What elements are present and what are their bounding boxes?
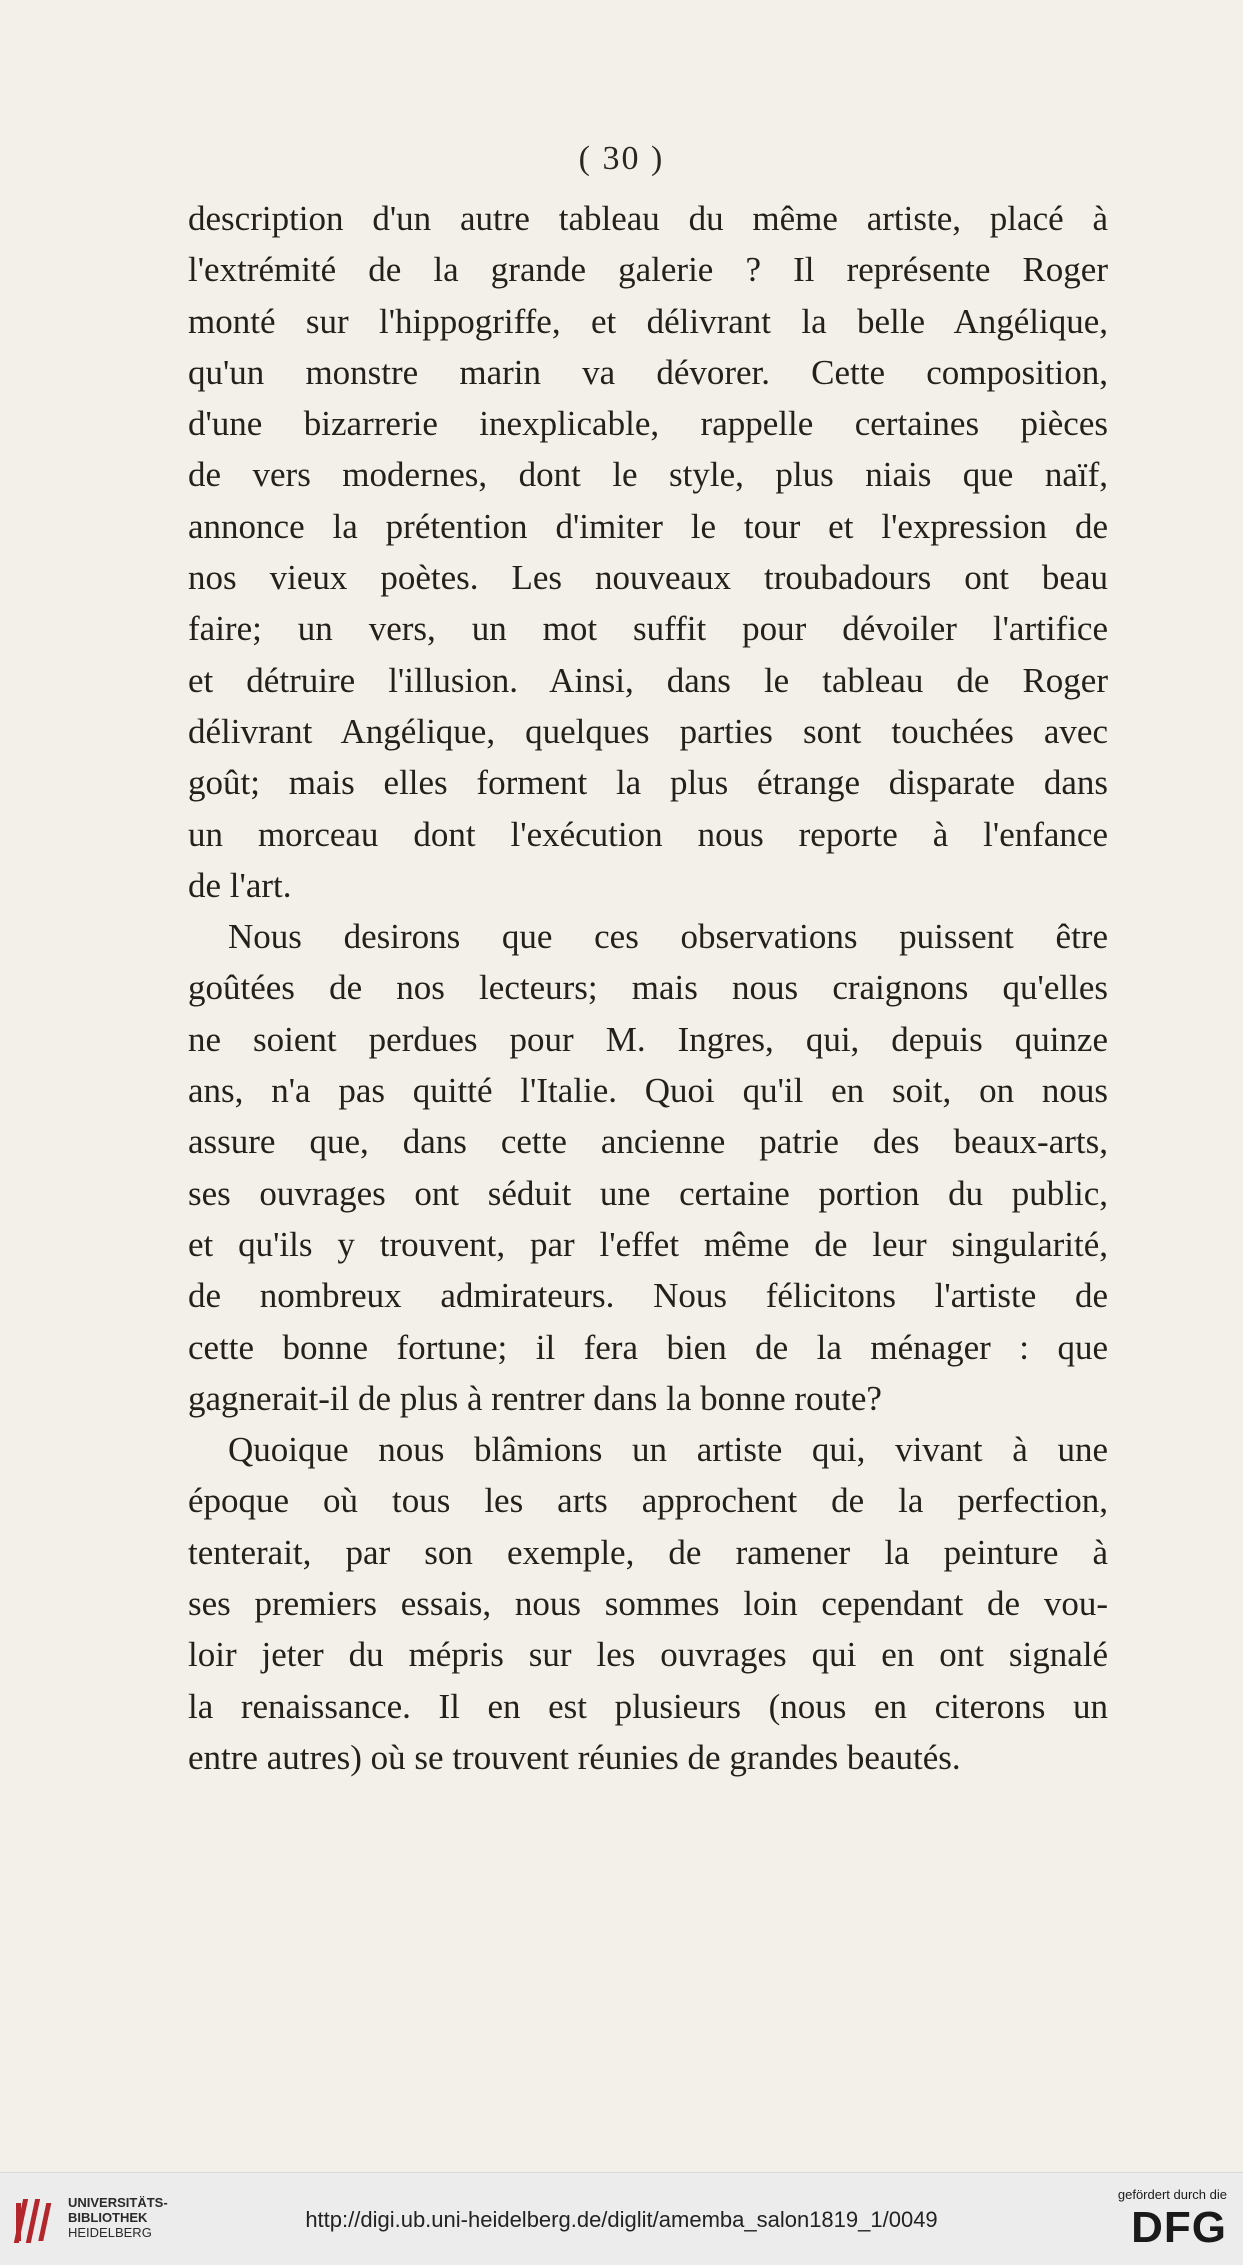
text-line: assure que, dans cette ancienne patrie des beaux-arts, [188,1122,1108,1162]
text-line: description d'un autre tableau du même artiste, placé à [188,199,1108,238]
text-line: Nous desirons que ces observations puissent être [228,917,1108,957]
text-line: la renaissance. Il en est plusieurs (nous en citerons un [188,1686,1108,1726]
permalink-url[interactable]: http://digi.ub.uni-heidelberg.de/diglit/amemba_salon1819_1/0049 [305,2207,938,2232]
text-line: l'extrémité de la grande galerie ? Il représente Roger [188,250,1108,290]
text-line: époque où tous les arts approchent de la perfection, [188,1481,1108,1521]
text-line: ans, n'a pas quitté l'Italie. Quoi qu'il en soit, on nous [188,1071,1108,1111]
page-number: ( 30 ) [578,140,665,177]
text-line: ne soient perdues pour M. Ingres, qui, depuis quinze [188,1019,1108,1059]
text-line: goûtées de nos lecteurs; mais nous craignons qu'elles [188,968,1108,1008]
text-line: de vers modernes, dont le style, plus niais que naïf, [188,455,1108,495]
text-line: loir jeter du mépris sur les ouvrages qui en ont signalé [188,1635,1108,1675]
text-line: d'une bizarrerie inexplicable, rappelle certaines pièces [188,404,1108,444]
text-line: entre autres) où se trouvent réunies de grandes beautés. [188,1737,961,1777]
text-line: et détruire l'illusion. Ainsi, dans le tableau de Roger [188,660,1108,700]
library-name-line: HEIDELBERG [68,2225,152,2240]
text-line: tenterait, par son exemple, de ramener la peinture à [188,1532,1108,1572]
text-line: monté sur l'hippogriffe, et délivrant la belle Angélique, [188,301,1108,341]
funding-label: gefördert durch die [1117,2187,1227,2202]
text-line: ses ouvrages ont séduit une certaine portion du public, [188,1173,1108,1213]
dfg-logo: DFG [1131,2203,1227,2252]
footer-bar [0,2172,1243,2265]
library-name-line: BIBLIOTHEK [68,2210,148,2225]
text-line: gagnerait-il de plus à rentrer dans la bonne route? [188,1378,882,1418]
text-line: goût; mais elles forment la plus étrange disparate dans [188,763,1108,803]
text-line: faire; un vers, un mot suffit pour dévoiler l'artifice [188,609,1108,649]
text-line: et qu'ils y trouvent, par l'effet même de leur singularité, [188,1224,1108,1264]
body-text [188,193,1108,1783]
text-line: nos vieux poètes. Les nouveaux troubadours ont beau [188,558,1108,598]
text-line: ses premiers essais, nous sommes loin cependant de vou- [188,1584,1108,1624]
text-line: cette bonne fortune; il fera bien de la ménager : que [188,1327,1108,1367]
text-line: délivrant Angélique, quelques parties sont touchées avec [188,711,1108,751]
text-line: Quoique nous blâmions un artiste qui, vivant à une [228,1430,1108,1470]
text-line: de nombreux admirateurs. Nous félicitons l'artiste de [188,1276,1108,1316]
text-line: de l'art. [188,865,292,905]
funding-notice [1118,2187,1227,2251]
library-name-line: UNIVERSITÄTS- [68,2195,168,2210]
text-line: annonce la prétention d'imiter le tour et l'expression de [188,506,1108,546]
text-line: qu'un monstre marin va dévorer. Cette composition, [188,352,1108,392]
text-line: un morceau dont l'exécution nous reporte à l'enfance [188,814,1108,854]
